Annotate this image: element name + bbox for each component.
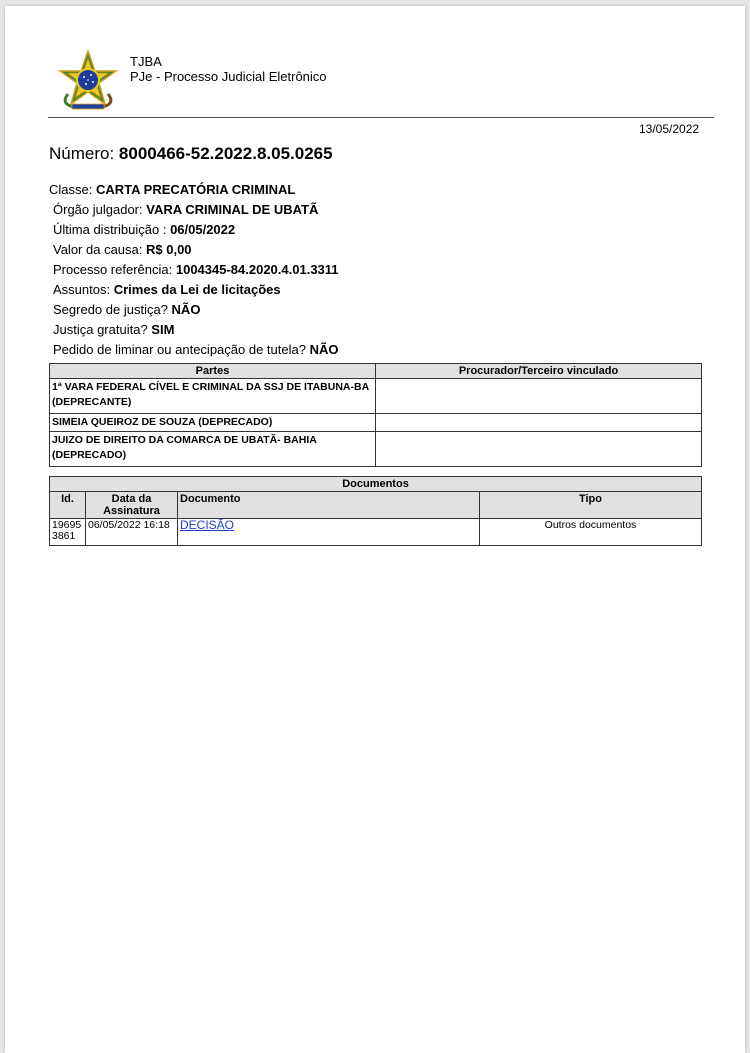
classe-label: Classe: bbox=[49, 182, 93, 197]
liminar-row bbox=[49, 340, 339, 360]
process-number-value: 8000466-52.2022.8.05.0265 bbox=[118, 144, 333, 163]
procurador-cell bbox=[376, 432, 702, 467]
doc-id-cell: 196953861 bbox=[50, 519, 86, 546]
partes-header: Partes bbox=[50, 364, 376, 379]
header-divider bbox=[48, 117, 714, 118]
table-row bbox=[50, 414, 702, 432]
partes-header-row bbox=[50, 364, 702, 379]
orgao-row bbox=[49, 200, 339, 220]
documentos-title: Documentos bbox=[50, 477, 702, 492]
data-header: Data da Assinatura bbox=[86, 492, 178, 519]
decisao-link[interactable]: DECISÃO bbox=[180, 518, 235, 532]
tipo-header: Tipo bbox=[480, 492, 702, 519]
documentos-header-row bbox=[50, 492, 702, 519]
distribuicao-row bbox=[49, 220, 339, 240]
valor-label: Valor da causa: bbox=[53, 242, 143, 257]
document-page bbox=[5, 6, 745, 1053]
referencia-label: Processo referência: bbox=[53, 262, 173, 277]
procurador-header: Procurador/Terceiro vinculado bbox=[376, 364, 702, 379]
parte-cell: JUIZO DE DIREITO DA COMARCA DE UBATÃ- BAHIA (DEPRECADO) bbox=[50, 432, 376, 467]
gratuita-value: SIM bbox=[151, 322, 175, 337]
documentos-table bbox=[49, 476, 702, 546]
partes-table bbox=[49, 363, 702, 467]
process-info bbox=[49, 180, 339, 360]
process-number-label: Número: bbox=[49, 144, 115, 163]
segredo-value: NÃO bbox=[171, 302, 201, 317]
parte-cell: SIMEIA QUEIROZ DE SOUZA (DEPRECADO) bbox=[50, 414, 376, 432]
valor-row bbox=[49, 240, 339, 260]
doc-type-cell: Outros documentos bbox=[480, 519, 702, 546]
procurador-cell bbox=[376, 414, 702, 432]
orgao-value: VARA CRIMINAL DE UBATÃ bbox=[146, 202, 319, 217]
table-row bbox=[50, 519, 702, 546]
doc-date-cell: 06/05/2022 16:18 bbox=[86, 519, 178, 546]
gratuita-label: Justiça gratuita? bbox=[53, 322, 148, 337]
documentos-title-row bbox=[50, 477, 702, 492]
system-name: PJe - Processo Judicial Eletrônico bbox=[130, 69, 327, 84]
liminar-value: NÃO bbox=[309, 342, 339, 357]
documento-header: Documento bbox=[178, 492, 480, 519]
parte-cell: 1ª VARA FEDERAL CÍVEL E CRIMINAL DA SSJ DE ITABUNA-BA (DEPRECANTE) bbox=[50, 379, 376, 414]
procurador-cell bbox=[376, 379, 702, 414]
court-name: TJBA bbox=[130, 54, 162, 69]
segredo-row bbox=[49, 300, 339, 320]
referencia-row bbox=[49, 260, 339, 280]
assuntos-row bbox=[49, 280, 339, 300]
gratuita-row bbox=[49, 320, 339, 340]
distribuicao-value: 06/05/2022 bbox=[170, 222, 236, 237]
valor-value: R$ 0,00 bbox=[146, 242, 192, 257]
classe-value: CARTA PRECATÓRIA CRIMINAL bbox=[95, 182, 296, 197]
doc-name-cell bbox=[178, 519, 480, 546]
segredo-label: Segredo de justiça? bbox=[53, 302, 168, 317]
referencia-value: 1004345-84.2020.4.01.3311 bbox=[175, 262, 339, 277]
id-header: Id. bbox=[50, 492, 86, 519]
assuntos-value: Crimes da Lei de licitações bbox=[113, 282, 281, 297]
orgao-label: Órgão julgador: bbox=[53, 202, 143, 217]
liminar-label: Pedido de liminar ou antecipação de tutela? bbox=[53, 342, 306, 357]
brazil-coat-of-arms-icon bbox=[57, 50, 119, 112]
classe-row bbox=[49, 180, 339, 200]
distribuicao-label: Última distribuição : bbox=[53, 222, 167, 237]
assuntos-label: Assuntos: bbox=[53, 282, 111, 297]
table-row bbox=[50, 432, 702, 467]
process-number bbox=[49, 144, 333, 164]
table-row bbox=[50, 379, 702, 414]
print-date: 13/05/2022 bbox=[639, 122, 700, 136]
court-header bbox=[130, 54, 327, 84]
